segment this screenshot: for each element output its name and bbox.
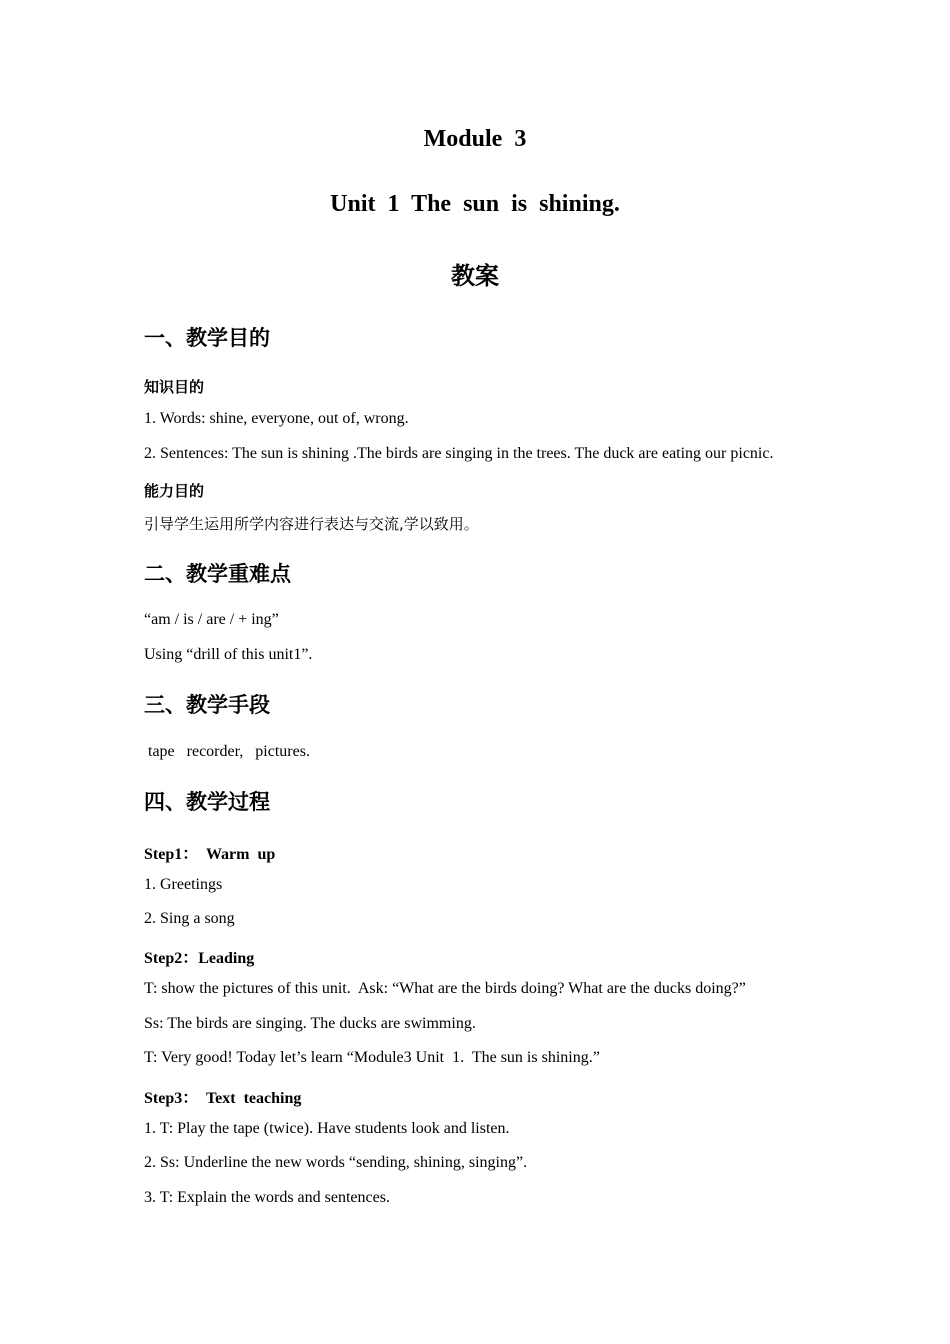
- ability-objective-label: 能力目的: [144, 482, 205, 500]
- knowledge-words: 1. Words: shine, everyone, out of, wrong.: [144, 410, 409, 427]
- key-point-2: Using “drill of this unit1”.: [144, 646, 313, 663]
- step2-item: T: Very good! Today let’s learn “Module3 Unit 1. The sun is shining.”: [144, 1049, 600, 1066]
- doc-type-title: 教案: [451, 262, 499, 290]
- section-heading-teaching-aids: 三、教学手段: [144, 693, 270, 717]
- step1-title: Step1： Warm up: [144, 846, 276, 863]
- step1-item: 2. Sing a song: [144, 910, 235, 927]
- step2-item: Ss: The birds are singing. The ducks are swimming.: [144, 1015, 476, 1032]
- ability-objective-text: 引导学生运用所学内容进行表达与交流,学以致用。: [144, 515, 479, 533]
- step1-item: 1. Greetings: [144, 876, 223, 893]
- step3-title: Step3： Text teaching: [144, 1090, 302, 1107]
- section-heading-objectives: 一、教学目的: [144, 326, 270, 350]
- section-heading-key-points: 二、教学重难点: [144, 562, 291, 586]
- key-point-1: “am / is / are / + ing”: [144, 611, 279, 628]
- step2-item: T: show the pictures of this unit. Ask: “What are the birds doing? What are the ducks doing?”: [144, 980, 746, 997]
- step3-item: 1. T: Play the tape (twice). Have students look and listen.: [144, 1120, 510, 1137]
- section-heading-procedure: 四、教学过程: [144, 790, 270, 814]
- unit-title: Unit 1 The sun is shining.: [330, 191, 620, 217]
- module-title: Module 3: [423, 126, 527, 152]
- step3-item: 2. Ss: Underline the new words “sending, shining, singing”.: [144, 1154, 528, 1171]
- knowledge-sentences: 2. Sentences: The sun is shining .The birds are singing in the trees. The duck are eating our picnic.: [144, 445, 774, 462]
- step2-title: Step2：Leading: [144, 950, 255, 967]
- step3-item: 3. T: Explain the words and sentences.: [144, 1189, 390, 1206]
- teaching-aids-text: tape recorder, pictures.: [144, 743, 310, 760]
- knowledge-objective-label: 知识目的: [144, 378, 205, 396]
